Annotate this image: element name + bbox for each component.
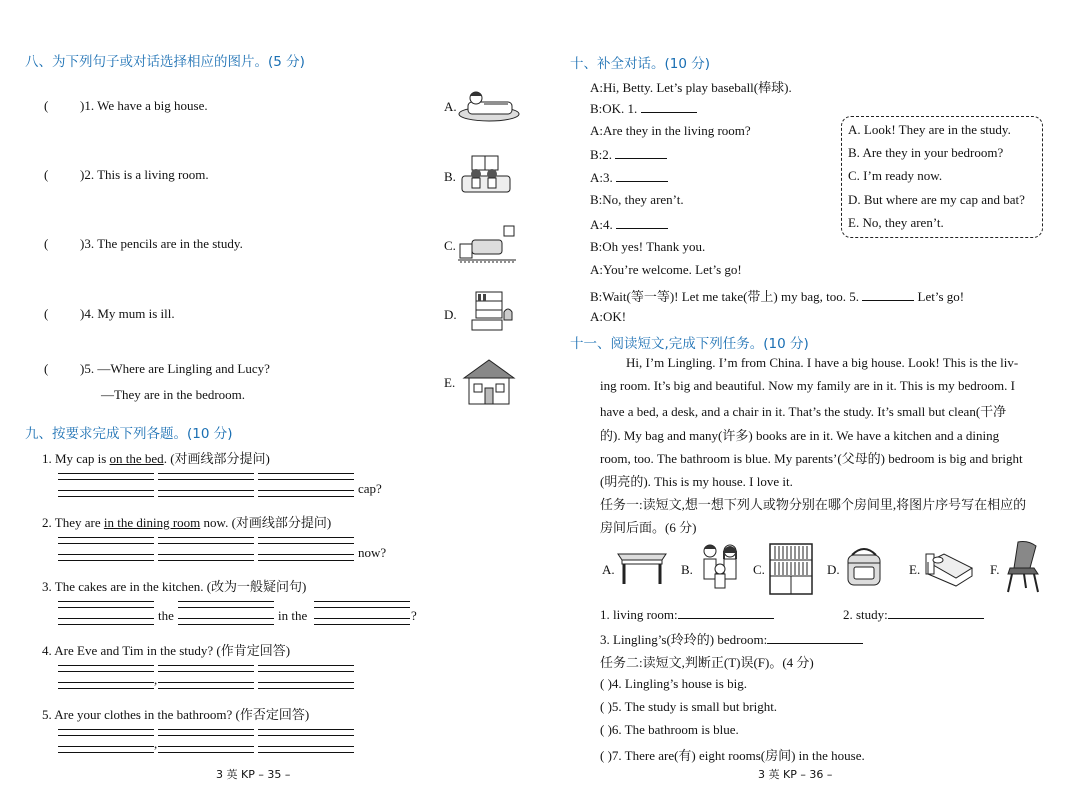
passage-line-5: room, too. The bathroom is blue. My parents’(父母的) bedroom is big and bright [600,451,1023,466]
q2-end: now? [358,545,387,560]
q3-word-the: the [158,608,174,623]
q4-comma: , [154,672,158,687]
task-2-instruction: 任务二:读短文,判断正(T)误(F)。(4 分) [600,655,814,670]
option-c-label: C. [444,238,456,253]
option-a-text: A. Look! They are in the study. [848,122,1011,137]
option-e-text: E. No, they aren’t. [848,215,944,230]
option-c-text: C. I’m ready now. [848,168,943,183]
dialog-line-2: B:OK. 1. [590,100,697,117]
q3-end: ? [411,608,417,623]
fill-bedroom: 3. Lingling’s(玲玲的) bedroom: [600,629,863,648]
item-5-text: )5. —Where are Lingling and Lucy? [80,361,270,376]
bed-icon [924,548,976,588]
dialog-line-3: A:Are they in the living room? [590,123,751,138]
desk-icon [616,548,668,586]
item-4-text: )4. My mum is ill. [80,306,175,321]
schoolbag-icon [842,545,886,589]
q5-comma: , [154,736,158,751]
item-1-paren: ( [44,98,49,113]
fill-living-room: 1. living room: [600,606,774,623]
tf-7: ( )7. There are(有) eight rooms(房间) in the house. [600,748,865,763]
option-d-label: D. [444,307,457,322]
dialog-line-5: A:3. [590,169,668,186]
family-icon [696,543,744,591]
item-4-paren: ( [44,306,49,321]
study-bookcase-icon [468,290,514,334]
option-a-label: A. [444,99,457,114]
chair-icon [1004,540,1044,594]
option-b-text: B. Are they in your bedroom? [848,145,1004,160]
q4-text: 4. Are Eve and Tim in the study? (作肯定回答) [42,643,291,658]
pic-c-label: C. [753,562,765,577]
q5-text: 5. Are your clothes in the bathroom? (作否定回答) [42,707,310,722]
task-1-instruction-cont: 房间后面。(6 分) [600,520,697,535]
item-5-paren: ( [44,361,49,376]
dialog-line-10: B:Wait(等一等)! Let me take(带上) my bag, too. 5. Let’s go! [590,289,965,304]
section-9-title: 九、按要求完成下列各题。(10 分) [25,426,233,442]
house-icon [462,358,516,406]
option-e-label: E. [444,375,456,390]
item-3-paren: ( [44,236,49,251]
item-2-paren: ( [44,167,49,182]
pic-d-label: D. [827,562,840,577]
pic-e-label: E. [909,562,921,577]
passage-line-4: 的). My bag and many(许多) books are in it. We have a kitchen and a dining [600,428,1000,443]
item-2-text: )2. This is a living room. [80,167,209,182]
section-8-title: 八、为下列句子或对话选择相应的图片。(5 分) [25,54,305,70]
pic-f-label: F. [990,562,1000,577]
tf-6: ( )6. The bathroom is blue. [600,722,739,737]
dialog-line-9: A:You’re welcome. Let’s go! [590,262,742,277]
option-d-text: D. But where are my cap and bat? [848,192,1025,207]
tf-5: ( )5. The study is small but bright. [600,699,778,714]
dialog-line-4: B:2. [590,146,667,163]
dialog-line-8: B:Oh yes! Thank you. [590,239,706,254]
bookcase-icon [768,542,814,596]
item-5-answer: —They are in the bedroom. [101,387,246,402]
task-1-instruction: 任务一:读短文,想一想下列人或物分别在哪个房间里,将图片序号写在相应的 [600,497,1027,512]
item-1-text: )1. We have a big house. [80,98,208,113]
family-living-room-icon [458,154,514,196]
q3-word-in-the: in the [278,608,308,623]
dialog-line-6: B:No, they aren’t. [590,192,684,207]
dialog-line-7: A:4. [590,216,668,233]
living-room-icon [458,224,516,264]
sick-person-in-bed-icon [458,88,520,122]
pic-b-label: B. [681,562,693,577]
section-11-title: 十一、阅读短文,完成下列任务。(10 分) [570,336,809,352]
section-10-title: 十、补全对话。(10 分) [570,56,711,72]
dialog-line-1: A:Hi, Betty. Let’s play baseball(棒球). [590,80,792,95]
tf-4: ( )4. Lingling’s house is big. [600,676,747,691]
passage-line-6: (明亮的). This is my house. I love it. [600,474,793,489]
passage-line-1: Hi, I’m Lingling. I’m from China. I have a big house. Look! This is the liv- [626,355,1019,370]
footer-right: 3 英 KP – 36 – [758,768,833,781]
pic-a-label: A. [602,562,615,577]
q3-text: 3. The cakes are in the kitchen. (改为一般疑问句) [42,579,307,594]
q1-end: cap? [358,481,382,496]
q1-text: 1. My cap is on the bed. (对画线部分提问) [42,451,270,466]
passage-line-3: have a bed, a desk, and a chair in it. That’s the study. It’s small but clean(干净 [600,404,1007,419]
passage-line-2: ing room. It’s big and beautiful. Now my family are in it. This is my bedroom. I [600,378,1015,393]
fill-study: 2. study: [843,606,984,623]
dialog-line-11: A:OK! [590,309,627,324]
option-b-label: B. [444,169,456,184]
footer-left: 3 英 KP – 35 – [216,768,291,781]
q2-text: 2. They are in the dining room now. (对画线部分提问) [42,515,332,530]
item-3-text: )3. The pencils are in the study. [80,236,243,251]
